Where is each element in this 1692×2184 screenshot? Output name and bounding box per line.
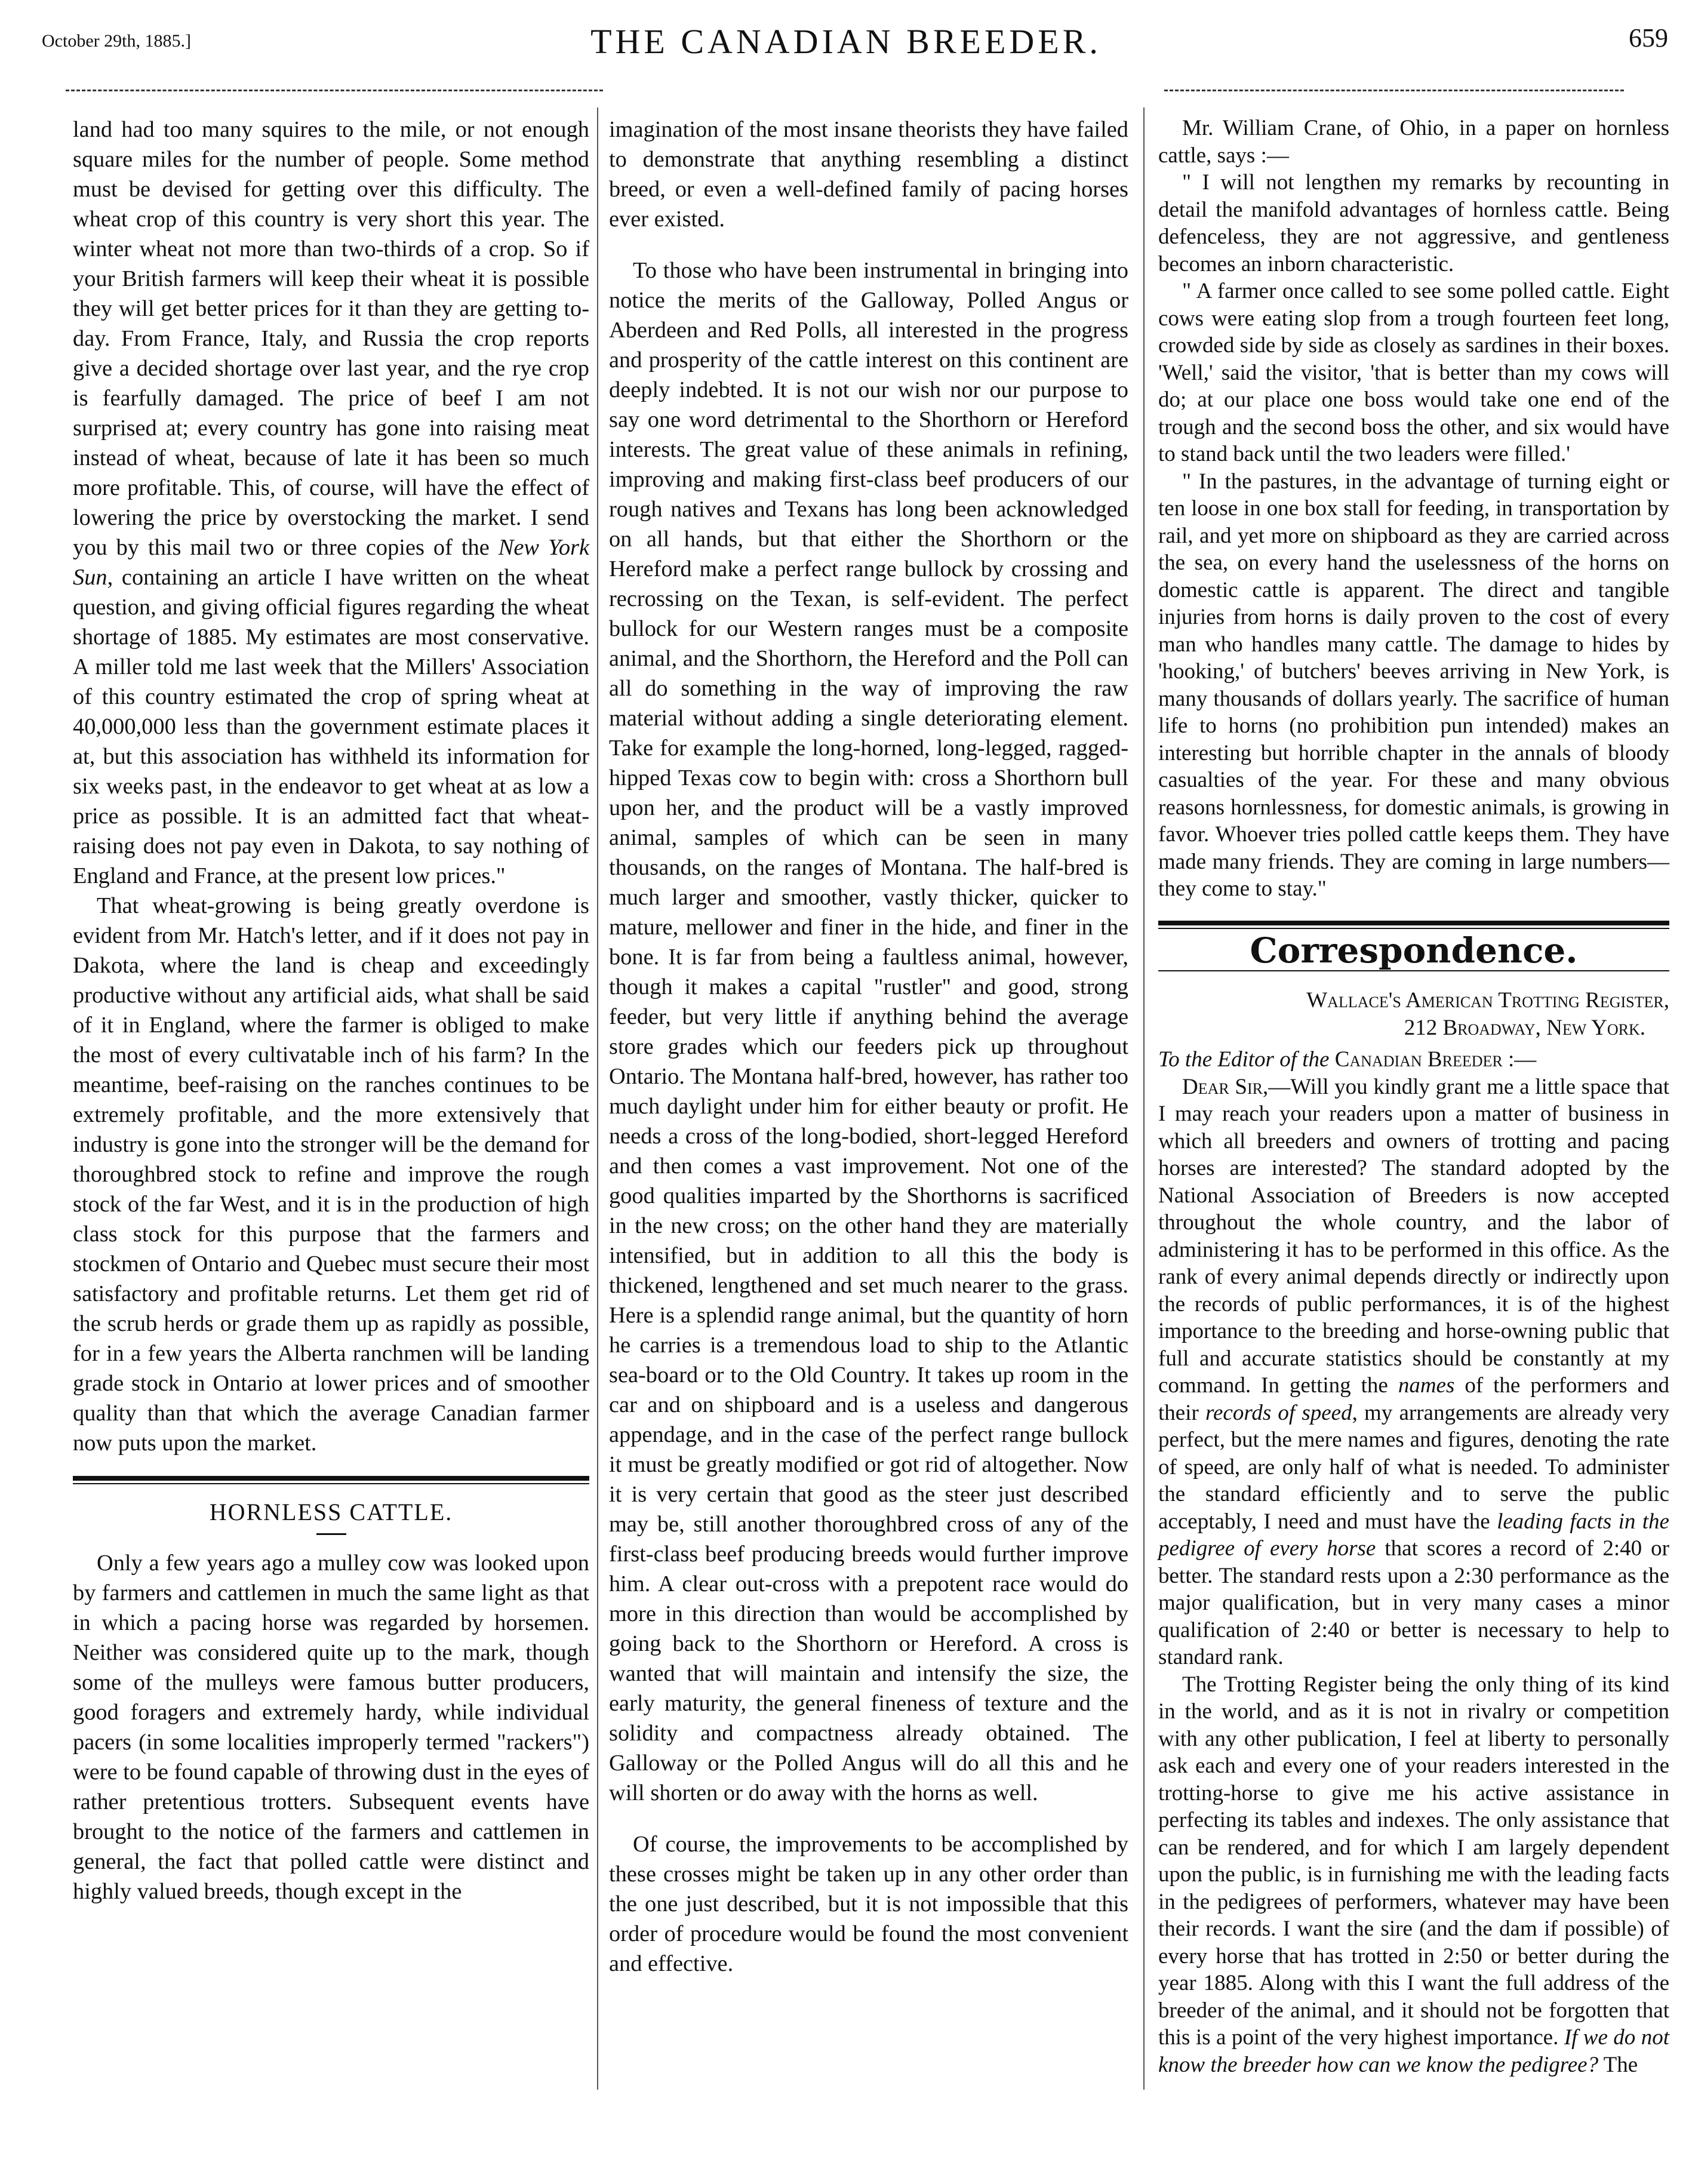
section-rule	[73, 1476, 589, 1484]
header-rule-right	[1164, 90, 1624, 91]
column-1	[73, 115, 589, 1906]
column-3	[1158, 115, 1669, 2078]
newspaper-title: New York Sun	[73, 535, 590, 590]
paragraph: Only a few years ago a mulley cow was looked upon by farmers and cattlemen in much the same light as that in which a pacing horse was regarded by horsemen. Neither was considered quite up to the mark, though some of the mulleys were famous butter producers, good foragers and extremely hardy, while individual pacers (in some localities improperly termed "rackers") were to be found capable of throwing dust in the eyes of rather pretentious trotters. Subsequent events have brought to the notice of the farmers and cattlemen in general, the fact that polled cattle were distinct and highly valued breeds, though except in the	[73, 1551, 589, 1904]
publication-title: THE CANADIAN BREEDER.	[590, 22, 1102, 61]
page-number: 659	[1629, 23, 1668, 53]
paragraph: The Trotting Register being the only thing of its kind in the world, and as it is not in rivalry or competition with any other publication, I feel at liberty to personally ask each and every one of your readers interested in the trotting-horse to give me his active assistance in perfecting its tables and indexes. The only assistance that can be rendered, and for which I am largely dependent upon the public, is in furnishing me with the leading facts in the pedigrees of performers, whatever may have been their records. I want the sire (and the dam if possible) of every horse that has trotted in 2:50 or better during the year 1885. Along with this I want the full address of the breeder of the animal, and it should not be forgotten that this is a point of the very highest importance. If we do not know the breeder how can we know the pedigree? The	[1158, 1672, 1669, 2077]
heading-dash	[316, 1533, 346, 1535]
paragraph: " I will not lengthen my remarks by recounting in detail the manifold advantages of hornless cattle. Being defenceless, they are not aggressive, and gentleness becomes an inborn characteristic.	[1158, 170, 1669, 276]
paragraph: Mr. William Crane, of Ohio, in a paper on hornless cattle, says :—	[1158, 116, 1669, 168]
issue-date: October 29th, 1885.]	[42, 31, 191, 51]
paragraph: " A farmer once called to see some polled cattle. Eight cows were eating slop from a trough fourteen feet long, crowded side by side as closely as sardines in their boxes. 'Well,' said the visitor, 'that is better than my cows will do; at our place one boss would take one end of the trough and the second boss the other, and six would have to stand back until the two leaders were filled.'	[1158, 279, 1669, 466]
column-2	[609, 115, 1128, 1979]
section-rule	[1158, 921, 1669, 929]
column-divider-1	[597, 107, 598, 2090]
paragraph: Of course, the improvements to be accomplished by these crosses might be taken up in any other order than the one just described, but it is not impossible that this order of procedure would be found the most convenient and effective.	[609, 1832, 1128, 1976]
paragraph: " In the pastures, in the advantage of turning eight or ten loose in one box stall for feeding, in transportation by rail, and yet more on shipboard as they are carried across the sea, on every hand the uselessness of the horns on domestic cattle is apparent. The direct and tangible injuries from horns is daily proven to the cost of every man who handles many cattle. The damage to hides by 'hooking,' of butchers' beeves arriving in New York, is many thousands of dollars yearly. The sacrifice of human life to horns (no prohibition pun intended) makes an interesting but horrible chapter in the annals of bloody casualties of the year. For these and many obvious reasons hornlessness, for domestic animals, is growing in favor. Whoever tries polled cattle keeps them. They have made many friends. They are coming in large numbers—they come to stay."	[1158, 469, 1669, 901]
column-divider-2	[1143, 107, 1145, 2090]
paragraph: That wheat-growing is being greatly overdone is evident from Mr. Hatch's letter, and if it does not pay in Dakota, where the land is cheap and exceedingly productive without any artificial aids, what shall be said of it in England, where the farmer is obliged to make the most of every cultivatable inch of his farm? In the meantime, beef-raising on the ranches continues to be extremely profitable, and the more extensively that industry is gone into the stronger will be the demand for thoroughbred stock to refine and improve the rough stock of the far West, and it is in the production of high class stock for this purpose that the farmers and stockmen of Ontario and Quebec must secure their most satisfactory and profitable returns. Let them get rid of the scrub herds or grade them up as rapidly as possible, for in a few years the Alberta ranchmen will be landing grade stock in Ontario at lower prices and of smoother quality than that which the average Canadian farmer now puts upon the market.	[73, 893, 589, 1456]
section-heading: Correspondence.	[1250, 930, 1578, 971]
letter-salutation: To the Editor of the Canadian Breeder :—	[1158, 1047, 1537, 1072]
paragraph: land had too many squires to the mile, or not enough square miles for the number of people. Some method must be devised for getting over this difficulty. The wheat crop of this country is very short this year. The winter wheat not more than two-thirds of a crop. So if your British farmers will keep their wheat it is possible they will get better prices for it than they are getting to-day. From France, Italy, and Russia the crop reports give a decided shortage over last year, and the rye crop is fearfully damaged. The price of beef I am not surprised at; every country has gone into raising meat instead of wheat, because of late it has been so much more profitable. This, of course, will have the effect of lowering the price by overstocking the market. I send you by this mail two or three copies of the New York Sun, containing an article I have written on the wheat question, and giving official figures regarding the wheat shortage of 1885. My estimates are most conservative. A miller told me last week that the Millers' Association of this country estimated the crop of spring wheat at 40,000,000 less than the government estimate places it at, but this association has withheld its information for six weeks past, in the endeavor to get wheat at as low a price as possible. It is an admitted fact that wheat-raising does not pay even in Dakota, to say nothing of England and France, at the present low prices."	[73, 117, 590, 888]
header-rule-left	[66, 90, 603, 91]
letter-sender: Wallace's American Trotting Register,	[1306, 988, 1669, 1013]
paragraph: imagination of the most insane theorists they have failed to demonstrate that anything resembling a distinct breed, or even a well-defined family of pacing horses ever existed.	[609, 117, 1128, 232]
paragraph: Dear Sir,—Will you kindly grant me a little space that I may reach your readers upon a matter of business in which all breeders and owners of trotting and pacing horses are interested? The standard adopted by the National Association of Breeders is now accepted throughout the whole country, and the labor of administering it has to be performed in this office. As the rank of every animal depends directly or indirectly upon the records of public performances, it is of the highest importance to the breeding and horse-owning public that full and accurate statistics should be constantly at my command. In getting the names of the performers and their records of speed, my arrangements are already very perfect, but the mere names and figures, denoting the rate of speed, are only half of what is needed. To administer the standard efficiently and to serve the public acceptably, I need and must have the leading facts in the pedigree of every horse that scores a record of 2:40 or better. The standard rests upon a 2:30 performance as the major qualification, but in very many cases a minor qualification of 2:40 or better is necessary to help to standard rank.	[1158, 1074, 1669, 1669]
letter-address: 212 Broadway, New York.	[1404, 1015, 1645, 1040]
section-heading: HORNLESS CATTLE.	[209, 1499, 453, 1525]
paragraph: To those who have been instrumental in bringing into notice the merits of the Galloway, Polled Angus or Aberdeen and Red Polls, all interested in the progress and prosperity of the cattle interest on this continent are deeply indebted. It is not our wish nor our purpose to say one word detrimental to the Shorthorn or Hereford interests. The great value of these animals in refining, improving and making first-class beef producers of our rough natives and Texans has long been acknowledged on all hands, but that either the Shorthorn or the Hereford make a perfect range bullock by crossing and recrossing on the Texan, is self-evident. The perfect bullock for our Western ranges must be a composite animal, and the Shorthorn, the Hereford and the Poll can all do something in the way of improving the raw material without adding a single deteriorating element. Take for example the long-horned, long-legged, ragged-hipped Texas cow to begin with: cross a Shorthorn bull upon her, and the product will be a vastly improved animal, samples of which can be seen in many thousands, on the ranges of Montana. The half-bred is much larger and smoother, vastly thicker, quicker to mature, mellower and finer in the hide, and finer in the bone. It is far from being a faultless animal, however, though it makes a capital "rustler" and good, strong feeder, but very little if anything behind the average store grades which our feeders pick up throughout Ontario. The Montana half-bred, however, has rather too much daylight under him for either beauty or profit. He needs a cross of the long-bodied, short-legged Hereford and then comes a vast improvement. Not one of the good qualities imparted by the Shorthorns is sacrificed in the new cross; on the other hand they are materially intensified, but in addition to all this the body is thickened, lengthened and set much nearer to the grass. Here is a splendid range animal, but the quantity of horn he carries is a tremendous load to ship to the Atlantic sea-board or to the Old Country. It takes up room in the car and on shipboard and is a useless and dangerous appendage, and in the case of the perfect range bullock it must be greatly modified or got rid of altogether. Now it is very certain that good as the steer just described may be, still another thoroughbred cross of any of the first-class beef producing breeds would further improve him. A clear out-cross with a prepotent race would do more in this direction than would be accomplished by going back to the Shorthorn or Hereford. A cross is wanted that will maintain and intensify the size, the early maturity, the general fineness of texture and the solidity and compactness already obtained. The Galloway or the Polled Angus will do all this and he will shorten or do away with the horns as well.	[609, 258, 1128, 1805]
